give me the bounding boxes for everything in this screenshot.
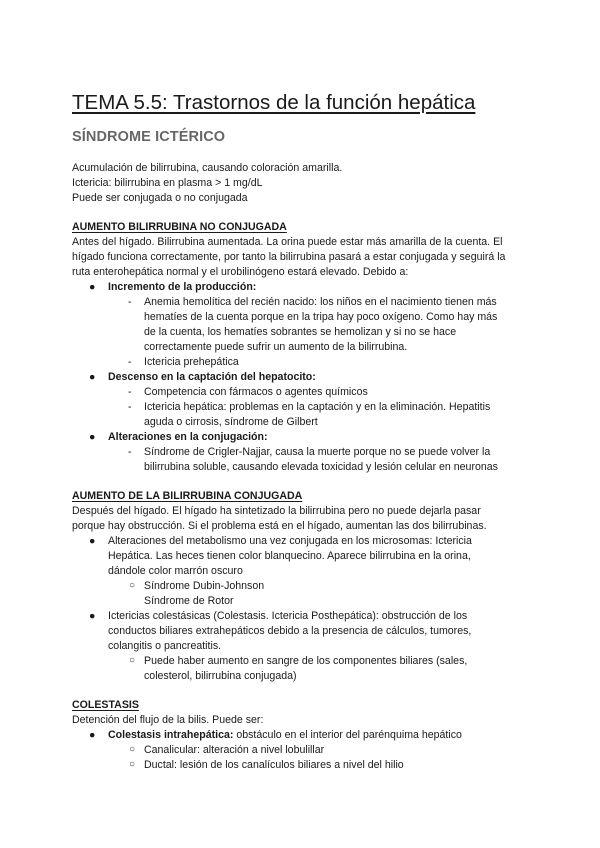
list-item [72,594,530,609]
intro-line: Acumulación de bilirrubina, causando coloración amarilla. [72,161,343,174]
list-item-line: Ductal: lesión de los canalículos biliares a nivel del hilio [144,758,404,771]
list-item-line: Hepática. Las heces tienen color blanquecino. Aparece bilirrubina en la orina, [108,549,471,562]
circle-list [72,743,530,773]
circle-list [72,579,530,609]
list-item [72,400,530,430]
bullet-marker: ● [89,728,96,741]
list-item-line: correctamente puede sufrir un aumento de la bilirrubina. [144,340,408,353]
list-item-label: Incremento de la producción: [108,280,257,293]
intro-line: Puede ser conjugada o no conjugada [72,191,248,204]
section-heading: AUMENTO DE LA BILIRRUBINA CONJUGADA [72,489,303,502]
bullet-marker: ● [89,280,96,293]
section-text-line: Detención del flujo de la bilis. Puede ser: [72,713,264,726]
intro-block [72,161,530,206]
section-no-conjugada [72,220,530,475]
bullet-marker: ● [89,430,96,443]
dash-marker: - [128,295,132,308]
list-item-line: colangitis o pancreatitis. [108,639,222,652]
section-text-line: ruta enterohepática normal y el urobilinógeno estará elevado. Debido a: [72,265,409,278]
list-item-line: conductos biliares extrahepáticos debido a la presencia de cálculos, tumores, [108,624,472,637]
list-item [72,385,530,400]
list-item-label: Descenso en la captación del hepatocito: [108,370,316,383]
list-item-line: hematíes de la cuenta porque en la tripa hay poco oxígeno. Como hay más [144,310,498,323]
dash-marker: - [128,355,132,368]
dash-marker: - [128,400,132,413]
dash-list [72,385,530,430]
bullet-marker: ● [89,370,96,383]
list-item [72,654,530,684]
bullet-list [72,728,530,743]
section-colestasis [72,698,530,773]
list-item [72,370,530,385]
list-item-line: Canalicular: alteración a nivel lobulillar [144,743,325,756]
list-item [72,534,530,579]
list-item [72,743,530,758]
page-title: TEMA 5.5: Trastornos de la función hepática [72,91,476,114]
list-item-line: de la cuenta, los hematíes sobrantes se hemolizan y si no se hace [144,325,457,338]
dash-list [72,445,530,475]
dash-marker: - [128,385,132,398]
list-item [72,579,530,594]
section-text-line: hígado funciona correctamente, por tanto la bilirrubina pasará a estar conjugada y seguirá la [72,250,506,263]
list-item-text: obstáculo en el interior del parénquima hepático [233,728,462,741]
circle-list [72,654,530,684]
circle-marker: ○ [129,758,136,770]
list-item [72,355,530,370]
list-item-line: Síndrome de Rotor [144,594,234,607]
circle-marker: ○ [129,654,136,666]
list-item-line: dándole color marrón oscuro [108,564,243,577]
list-item [72,280,530,295]
list-item-line: aguda o cirrosis, síndrome de Gilbert [144,415,318,428]
list-item-line: Síndrome de Crigler-Najjar, causa la muerte porque no se puede volver la [144,445,491,458]
list-item-label: Colestasis intrahepática: [108,728,234,741]
bullet-marker: ● [89,534,96,547]
section-text-line: porque hay obstrucción. Si el problema está en el hígado, aumentan las dos bilirrubinas. [72,519,487,532]
list-item [72,609,530,654]
list-item-line: Anemia hemolítica del recién nacido: los niños en el nacimiento tienen más [144,295,497,308]
dash-marker: - [128,445,132,458]
list-item-line: colesterol, bilirrubina conjugada) [144,669,297,682]
bullet-list [72,280,530,295]
circle-marker: ○ [129,743,136,755]
bullet-list [72,430,530,445]
list-item-line: Ictericias colestásicas (Colestasis. Ictericia Posthepática): obstrucción de los [108,609,468,622]
section-heading: COLESTASIS [72,698,139,711]
list-item-label: Alteraciones en la conjugación: [108,430,268,443]
list-item [72,430,530,445]
section-text-line: Antes del hígado. Bilirrubina aumentada. La orina puede estar más amarilla de la cuenta. El [72,235,503,248]
section-heading: AUMENTO BILIRRUBINA NO CONJUGADA [72,220,287,233]
bullet-marker: ● [89,609,96,622]
list-item [72,445,530,475]
list-item-line: Alteraciones del metabolismo una vez conjugada en los microsomas: Ictericia [108,534,472,547]
list-item-line: Puede haber aumento en sangre de los componentes biliares (sales, [144,654,468,667]
section-text-line: Después del hígado. El hígado ha sintetizado la bilirrubina pero no puede dejarla pasar [72,504,481,517]
bullet-list [72,370,530,385]
list-item [72,295,530,355]
list-item-line: Competencia con fármacos o agentes químicos [144,385,368,398]
bullet-list [72,534,530,579]
dash-list [72,295,530,370]
list-item-line: Ictericia hepática: problemas en la captación y en la eliminación. Hepatitis [144,400,491,413]
list-item-line: Ictericia prehepática [144,355,239,368]
section-conjugada [72,489,530,684]
list-item-line: bilirrubina soluble, causando elevada toxicidad y lesión celular en neuronas [144,460,498,473]
circle-marker: ○ [129,579,136,591]
list-item [72,758,530,773]
list-item-line: Síndrome Dubin-Johnson [144,579,265,592]
list-item [72,728,530,743]
page-subtitle: SÍNDROME ICTÉRICO [72,128,226,145]
intro-line: Ictericia: bilirrubina en plasma > 1 mg/dL [72,176,263,189]
bullet-list [72,609,530,654]
